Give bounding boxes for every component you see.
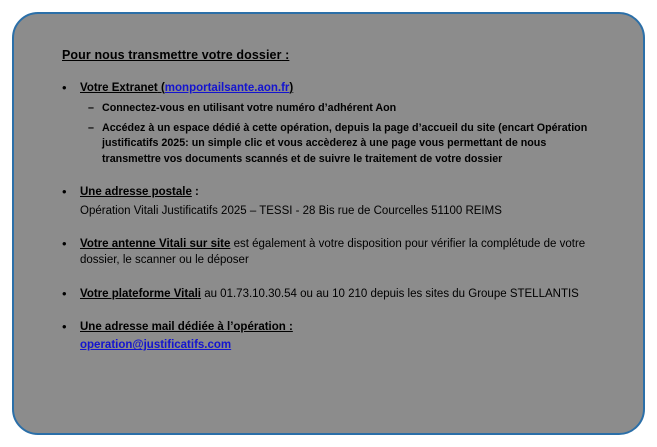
postal-address-label: Une adresse postale bbox=[80, 186, 192, 199]
email-label: Une adresse mail dédiée à l’opération : bbox=[80, 321, 293, 334]
email-link[interactable]: operation@justificatifs.com bbox=[80, 339, 232, 352]
postal-address-value: Opération Vitali Justificatifs 2025 – TESSI - 28 Bis rue de Courcelles 51100 REIMS bbox=[80, 204, 502, 217]
extranet-sublist bbox=[80, 101, 613, 167]
list-item-phone-platform bbox=[80, 286, 613, 302]
list-item-postal-address bbox=[80, 184, 613, 219]
list-item-dedicated-space: – Accédez à un espace dédié à cette opération, depuis la page d’accueil du site (encart Opération justificatifs 2025: un simple clic et vous accèderez à une page vous permettant de nous transmettre vos documents scannés et de suivre le traitement de votre dossier bbox=[102, 121, 613, 168]
page-title bbox=[62, 48, 613, 62]
extranet-label: Votre Extranet bbox=[80, 82, 158, 94]
extranet-paren-close: ) bbox=[289, 82, 294, 94]
list-item-email bbox=[80, 319, 613, 354]
onsite-antenna-text: est également à votre disposition pour vérifier la complétude de votre dossier, le scanner ou le déposer bbox=[80, 238, 586, 267]
page-title-colon: : bbox=[281, 48, 290, 62]
phone-platform-text: au 01.73.10.30.54 ou au 10 210 depuis les sites du Groupe STELLANTIS bbox=[201, 287, 579, 300]
extranet-paren-open: ( bbox=[157, 82, 165, 94]
extranet-link[interactable]: monportailsante.aon.fr bbox=[164, 82, 290, 94]
list-item-onsite-antenna bbox=[80, 236, 613, 269]
page-title-underlined: Pour nous transmettre votre dossier bbox=[62, 48, 282, 62]
list-item-extranet bbox=[80, 80, 613, 167]
contact-methods-list bbox=[40, 80, 613, 354]
rounded-panel bbox=[12, 12, 645, 435]
postal-address-colon: : bbox=[191, 186, 199, 199]
phone-platform-label: Votre plateforme Vitali bbox=[80, 287, 201, 300]
onsite-antenna-label: Votre antenne Vitali sur site bbox=[80, 238, 231, 251]
list-item-connect: – Connectez-vous en utilisant votre numéro d’adhérent Aon bbox=[102, 101, 613, 117]
